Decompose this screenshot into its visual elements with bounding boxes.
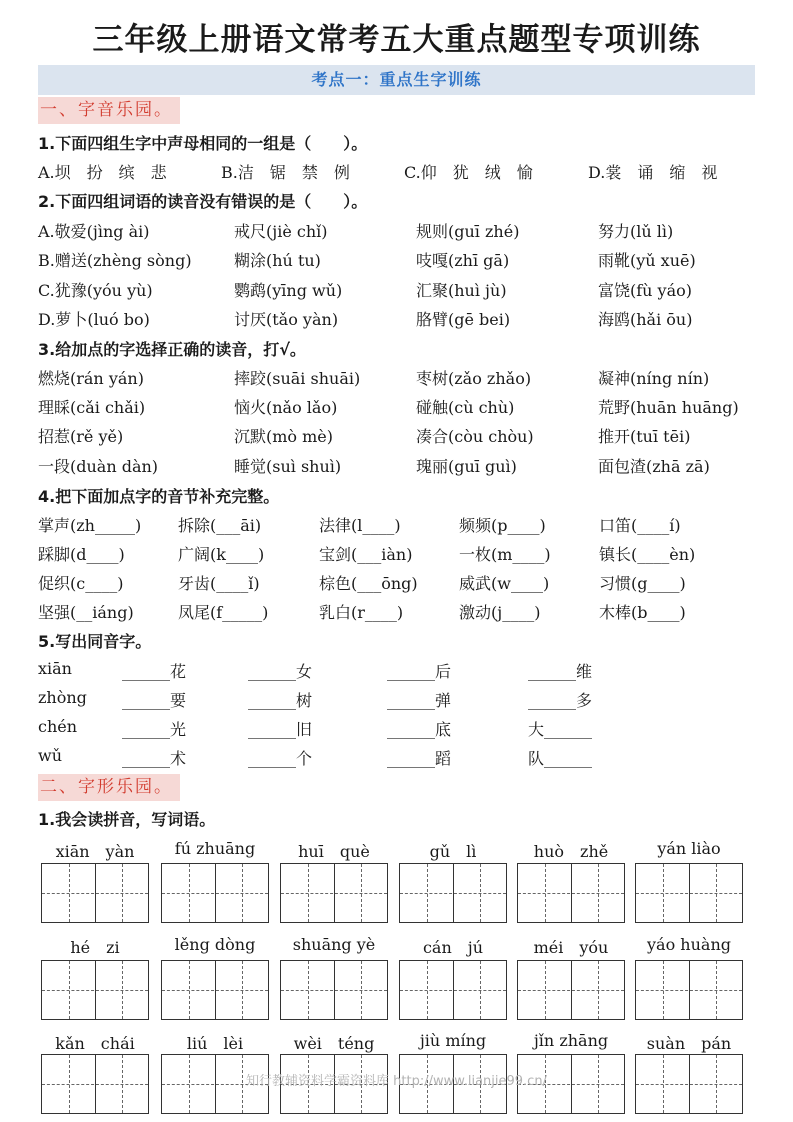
q2-item: 胳臂(gē bei) (416, 310, 511, 329)
q2-item: 海鸥(hǎi ōu) (598, 310, 693, 329)
pinyin-row (41, 935, 753, 957)
q5-row (38, 717, 758, 743)
question-3: 3.给加点的字选择正确的读音，打√。 (38, 340, 306, 359)
q2-row (38, 248, 758, 274)
q3-item: 恼火(nǎo lǎo) (234, 398, 338, 417)
q4-item: 踩脚(d____) (38, 545, 125, 564)
pinyin-row (41, 1031, 753, 1053)
q5-blank: ______光 (122, 720, 187, 739)
q4-item: 一枚(m____) (459, 545, 551, 564)
writing-box[interactable] (517, 863, 625, 923)
q3-item: 沉默(mò mè) (234, 427, 334, 446)
q2-item: 讨厌(tǎo yàn) (234, 310, 339, 329)
pinyin-label: hé zi (70, 938, 120, 957)
pinyin-label: suàn pán (646, 1034, 732, 1053)
q2-item: 雨靴(yǔ xuē) (598, 251, 696, 270)
pinyin-row (41, 839, 753, 861)
writing-box[interactable] (399, 863, 507, 923)
pinyin-label: wèi téng (293, 1034, 375, 1053)
q5-blank: ______弹 (387, 691, 452, 710)
pinyin-label: shuāng yè (292, 935, 376, 954)
writing-box[interactable] (517, 960, 625, 1020)
q2-item: B.赠送(zhèng sòng) (38, 251, 192, 270)
pinyin-label: cán jú (422, 938, 484, 957)
q3-row (38, 424, 758, 450)
page-title: 三年级上册语文常考五大重点题型专项训练 (92, 22, 701, 58)
q5-blank: ______花 (122, 662, 187, 681)
q3-item: 碰触(cù chù) (416, 398, 515, 417)
q2-item: 富饶(fù yáo) (598, 281, 693, 300)
pinyin-label: xiān yàn (55, 842, 135, 861)
q1-option-d: D.裳 诵 缩 视 (588, 163, 718, 182)
writing-box[interactable] (41, 863, 149, 923)
q5-blank: ______个 (248, 749, 313, 768)
pinyin-label: huī què (298, 842, 370, 861)
q2-item: 戒尺(jiè chǐ) (234, 222, 328, 241)
topic-banner: 考点一：重点生字训练 (38, 65, 755, 95)
q3-item: 荒野(huān huāng) (598, 398, 739, 417)
question-2: 2.下面四组词语的读音没有错误的是（ ）。 (38, 192, 368, 211)
q3-item: 凑合(còu chòu) (416, 427, 534, 446)
pinyin-label: méi yóu (533, 938, 609, 957)
q3-item: 招惹(rě yě) (38, 427, 124, 446)
writing-box[interactable] (280, 863, 388, 923)
q4-item: 掌声(zh_____) (38, 516, 142, 535)
pinyin-label: liú lèi (186, 1034, 244, 1053)
q1-option-a: A.坝 扮 缤 悲 (38, 163, 167, 182)
q4-item: 威武(w____) (459, 574, 550, 593)
writing-box[interactable] (161, 960, 269, 1020)
q3-row (38, 454, 758, 480)
q2-item: A.敬爱(jìng ài) (38, 222, 150, 241)
section-heading-writing: 二、字形乐园。 (38, 774, 180, 801)
pinyin-label: jǐn zhāng (533, 1031, 609, 1050)
q4-row (38, 600, 758, 626)
q4-item: 牙齿(____ǐ) (178, 574, 260, 593)
q1-options (38, 160, 758, 186)
question-4: 4.把下面加点字的音节补充完整。 (38, 487, 280, 506)
q5-blank: 大______ (528, 720, 593, 739)
q5-pinyin: chén (38, 717, 78, 736)
q4-item: 木棒(b____) (599, 603, 686, 622)
q3-item: 睡觉(suì shuì) (234, 457, 342, 476)
writing-grid-row (41, 960, 753, 1022)
question-1: 1.下面四组生字中声母相同的一组是（ ）。 (38, 134, 368, 153)
q5-blank: ______多 (528, 691, 593, 710)
q5-blank: ______女 (248, 662, 313, 681)
q5-row (38, 746, 758, 772)
pinyin-label: huò zhě (533, 842, 609, 861)
q4-item: 拆除(___āi) (178, 516, 262, 535)
q4-row (38, 513, 758, 539)
writing-box[interactable] (161, 863, 269, 923)
watermark: 知行教辅资料学霸资料库 http://www.lianjie99.cn/ (246, 1074, 547, 1089)
q5-pinyin: xiān (38, 659, 72, 678)
writing-box[interactable] (399, 960, 507, 1020)
q3-row (38, 366, 758, 392)
q4-item: 习惯(g____) (599, 574, 686, 593)
q5-pinyin: zhòng (38, 688, 87, 707)
q2-item: 吱嘎(zhī gā) (416, 251, 510, 270)
q2-item: D.萝卜(luó bo) (38, 310, 150, 329)
pinyin-label: yán liào (657, 839, 721, 858)
q4-item: 乳白(r____) (319, 603, 404, 622)
q3-item: 燃烧(rán yán) (38, 369, 144, 388)
pinyin-label: yáo huàng (647, 935, 731, 954)
q2-item: 糊涂(hú tu) (234, 251, 321, 270)
pinyin-label: gǔ lì (429, 842, 477, 861)
writing-grid-row (41, 863, 753, 925)
q3-item: 凝神(níng nín) (598, 369, 710, 388)
q3-item: 摔跤(suāi shuāi) (234, 369, 361, 388)
q5-blank: 队______ (528, 749, 593, 768)
q4-row (38, 571, 758, 597)
q2-item: 汇聚(huì jù) (416, 281, 507, 300)
q4-item: 激动(j____) (459, 603, 541, 622)
q4-item: 广阔(k____) (178, 545, 265, 564)
q3-item: 推开(tuī tēi) (598, 427, 691, 446)
writing-box[interactable] (635, 863, 743, 923)
q3-row (38, 395, 758, 421)
q4-row (38, 542, 758, 568)
q4-item: 法律(l____) (319, 516, 401, 535)
q4-item: 镇长(____èn) (599, 545, 696, 564)
section-heading-pronunciation: 一、字音乐园。 (38, 97, 180, 124)
writing-box[interactable] (41, 960, 149, 1020)
q2-item: 规则(guī zhé) (416, 222, 520, 241)
q2-row (38, 219, 758, 245)
q5-blank: ______旧 (248, 720, 313, 739)
q4-item: 宝剑(___iàn) (319, 545, 413, 564)
q5-blank: ______后 (387, 662, 452, 681)
q2-item: 鹦鹉(yīng wǔ) (234, 281, 343, 300)
q1-option-c: C.仰 犹 绒 愉 (404, 163, 533, 182)
q5-blank: ______底 (387, 720, 452, 739)
q5-blank: ______要 (122, 691, 187, 710)
q1-option-b: B.洁 锯 禁 例 (221, 163, 350, 182)
q5-blank: ______术 (122, 749, 187, 768)
q5-pinyin: wǔ (38, 746, 62, 765)
q4-item: 坚强(__iáng) (38, 603, 134, 622)
q2-item: C.犹豫(yóu yù) (38, 281, 153, 300)
q5-blank: ______蹈 (387, 749, 452, 768)
q3-item: 面包渣(zhā zā) (598, 457, 710, 476)
q4-item: 棕色(___ōng) (319, 574, 418, 593)
question-6: 1.我会读拼音，写词语。 (38, 810, 216, 829)
pinyin-label: jiù míng (419, 1031, 487, 1050)
writing-box[interactable] (280, 960, 388, 1020)
q5-row (38, 688, 758, 714)
q2-row (38, 278, 758, 304)
q4-item: 频频(p____) (459, 516, 546, 535)
writing-box[interactable] (635, 960, 743, 1020)
pinyin-label: lěng dòng (174, 935, 256, 954)
q5-row (38, 659, 758, 685)
q3-item: 瑰丽(guī guì) (416, 457, 517, 476)
q4-item: 口笛(____í) (599, 516, 681, 535)
q5-blank: ______树 (248, 691, 313, 710)
q3-item: 一段(duàn dàn) (38, 457, 159, 476)
pinyin-label: fú zhuāng (174, 839, 256, 858)
q4-item: 促织(c____) (38, 574, 124, 593)
question-5: 5.写出同音字。 (38, 632, 152, 651)
pinyin-label: kǎn chái (55, 1034, 135, 1053)
q3-item: 枣树(zǎo zhǎo) (416, 369, 532, 388)
q4-item: 凤尾(f_____) (178, 603, 269, 622)
q3-item: 理睬(cǎi chǎi) (38, 398, 146, 417)
q2-row (38, 307, 758, 333)
q5-blank: ______维 (528, 662, 593, 681)
q2-item: 努力(lǔ lì) (598, 222, 674, 241)
